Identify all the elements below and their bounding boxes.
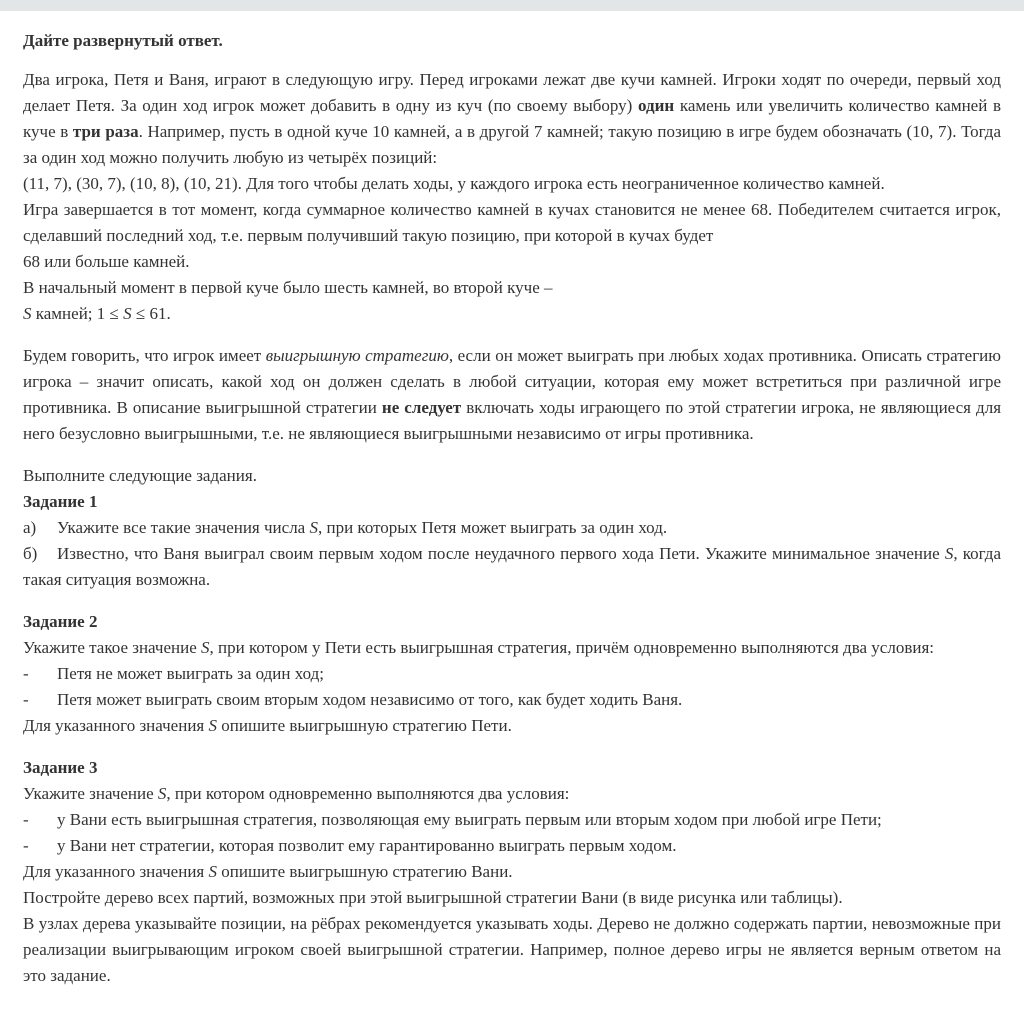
task3-heading: Задание 3 — [23, 758, 98, 777]
text-run: Укажите такое значение — [23, 638, 202, 657]
top-bar — [0, 0, 1024, 11]
intro-paragraph — [23, 67, 1001, 171]
text-run: ≤ 61. — [131, 304, 171, 323]
task2-outro — [23, 713, 1001, 739]
text-run: у Вани нет стратегии, которая позволит ему гарантированно выиграть первым ходом. — [57, 836, 677, 855]
tree-instruction-1: Постройте дерево всех партий, возможных при этой выигрышной стратегии Вани (в виде рисунка или таблицы). — [23, 888, 843, 907]
end-condition-paragraph: Игра завершается в тот момент, когда суммарное количество камней в кучах становится не менее 68. Победителем считается игрок, сделавший последний ход, т.е. первым получивший такую позицию, при которой в кучах будет — [23, 200, 1001, 245]
text-run: опишите выигрышную стратегию Вани. — [217, 862, 513, 881]
s-symbol: S — [157, 784, 167, 803]
task1-item-b — [23, 541, 1001, 593]
text-run: , при котором одновременно выполняются два условия: — [166, 784, 570, 803]
text-run: Петя не может выиграть за один ход; — [57, 664, 324, 683]
task2-condition-2 — [23, 687, 1001, 713]
text-run: Укажите значение — [23, 784, 158, 803]
end-condition-continued: 68 или больше камней. — [23, 252, 190, 271]
text-run: , при котором у Пети есть выигрышная стратегия, причём одновременно выполняются два условия: — [209, 638, 934, 657]
text-run: Известно, что Ваня выиграл своим первым ходом после неудачного первого хода Пети. Укажите минимальное значение — [57, 544, 945, 563]
dash-marker: - — [23, 690, 29, 709]
text-run: Два игрока, Петя и Ваня, играют в следующую игру. Перед игроками лежат две кучи камней. Игроки ходят по очереди, первый ход делает Петя. За один ход игрок может добавить в одну из куч (по своему выбору) — [23, 70, 1001, 115]
text-run: камней; 1 ≤ — [31, 304, 124, 323]
task2-condition-1 — [23, 661, 1001, 687]
item-marker: б) — [23, 544, 38, 563]
task1-heading: Задание 1 — [23, 492, 98, 511]
task3-condition-2 — [23, 833, 1001, 859]
bold-run: три раза — [72, 122, 139, 141]
text-run: Для указанного значения — [23, 716, 209, 735]
text-run: . Например, пусть в одной куче 10 камней, а в другой 7 камней; такую позицию в игре будем обозначать (10, 7). Тогда за один ход можно получить любую из четырёх позиций: — [23, 122, 1001, 167]
bold-run: не следует — [381, 398, 462, 417]
text-run: , при которых Петя может выиграть за один ход. — [317, 518, 668, 537]
s-symbol: S — [944, 544, 954, 563]
task2-intro — [23, 635, 1001, 661]
s-range-line — [23, 301, 1001, 327]
tree-instruction-2: В узлах дерева указывайте позиции, на рёбрах рекомендуется указывать ходы. Дерево не должно содержать партии, невозможные при реализации выигрывающим игроком своей выигрышной стратегии. Например, полное дерево игры не является верным ответом на это задание. — [23, 914, 1001, 985]
text-run: , когда такая ситуация возможна. — [23, 544, 1002, 589]
dash-marker: - — [23, 664, 29, 683]
positions-line: (11, 7), (30, 7), (10, 8), (10, 21). Для того чтобы делать ходы, у каждого игрока есть неограниченное количество камней. — [23, 174, 885, 193]
dash-marker: - — [23, 836, 29, 855]
s-symbol: S — [23, 304, 32, 323]
bold-run: один — [637, 96, 675, 115]
task3-condition-1 — [23, 807, 1001, 833]
task3-intro — [23, 781, 1001, 807]
text-run: камень или увеличить количество камней в куче в — [23, 96, 1001, 141]
strategy-paragraph — [23, 343, 1001, 447]
italic-run: выигрышную стратегию — [265, 346, 449, 365]
s-symbol: S — [309, 518, 318, 537]
task1-item-a — [23, 515, 1001, 541]
s-symbol: S — [201, 638, 210, 657]
task-document — [0, 11, 1024, 989]
text-run: включать ходы играющего по этой стратегии игрока, не являющиеся для него безусловно выигрышными, т.е. не являющиеся выигрышными независимо от игры противника. — [23, 398, 1002, 443]
text-run: Укажите все такие значения числа — [57, 518, 310, 537]
s-symbol: S — [208, 862, 217, 881]
initial-state-line: В начальный момент в первой куче было шесть камней, во второй куче – — [23, 278, 553, 297]
text-run: у Вани есть выигрышная стратегия, позволяющая ему выиграть первым или вторым ходом при любой игре Пети; — [57, 810, 882, 829]
text-run: Будем говорить, что игрок имеет — [23, 346, 266, 365]
tasks-intro-line: Выполните следующие задания. — [23, 466, 257, 485]
text-run: Петя может выиграть своим вторым ходом независимо от того, как будет ходить Ваня. — [57, 690, 683, 709]
text-run: , если он может выиграть при любых ходах противника. Описать стратегию игрока – значит описать, какой ход он должен сделать в любой ситуации, которая ему может встретиться при различной игре противника. В описание выигрышной стратегии — [23, 346, 1001, 417]
text-run: опишите выигрышную стратегию Пети. — [217, 716, 512, 735]
text-run: Для указанного значения — [23, 862, 209, 881]
item-marker: а) — [23, 518, 37, 537]
s-symbol: S — [123, 304, 132, 323]
page-title: Дайте развернутый ответ. — [23, 31, 223, 50]
dash-marker: - — [23, 810, 29, 829]
task2-heading: Задание 2 — [23, 612, 98, 631]
s-symbol: S — [208, 716, 217, 735]
task3-outro — [23, 859, 1001, 885]
